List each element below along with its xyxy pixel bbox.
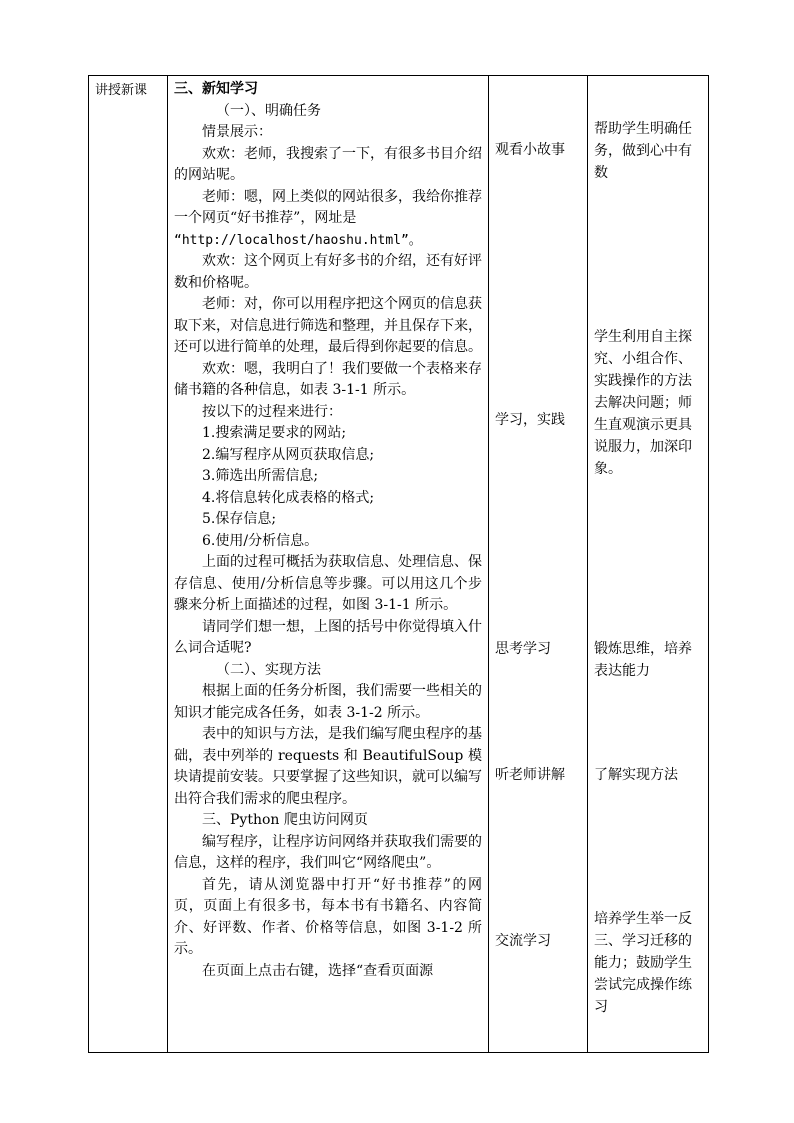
section-label: 讲授新课: [95, 83, 148, 98]
activity-text: 观看小故事: [495, 142, 565, 158]
intent-text: 帮助学生明确任务，做到心中有数: [594, 121, 692, 181]
activity-text: 听老师讲解: [495, 767, 565, 783]
paragraph: 根据上面的任务分析图，我们需要一些相关的知识才能完成各任务，如表 3-1-2 所示。: [174, 683, 482, 721]
intent-text: 学生利用自主探究、小组合作、实践操作的方法去解决问题；师生直观演示更具说服力，加深印象。: [594, 329, 692, 477]
paragraph: 按以下的过程来进行：: [202, 403, 342, 420]
paragraph: 欢欢：嗯，我明白了！我们要做一个表格来存储书籍的各种信息，如表 3-1-1 所示。: [174, 360, 482, 398]
activity-text: 学习，实践: [495, 412, 565, 428]
activity-text: 思考学习: [495, 641, 551, 657]
activity-text: 交流学习: [495, 933, 551, 949]
subheading-crawler: 三、Python 爬虫访问网页: [202, 812, 368, 828]
content-cell: [168, 76, 489, 1053]
list-item: 6.使用/分析信息。: [202, 532, 319, 549]
activity-cell: [489, 76, 588, 1053]
url-text: “http://localhost/haoshu.html”。: [174, 232, 422, 248]
paragraph: 情景展示：: [202, 124, 272, 140]
section-title: 三、新知学习: [174, 81, 258, 97]
table-row: [89, 76, 709, 1053]
intent-column: [588, 76, 708, 1052]
paragraph: 表中的知识与方法，是我们编写爬虫程序的基础，表中列举的 requests 和 BeautifulSoup 模块请提前安装。只要掌握了这些知识，就可以编写出符合我们需求的爬虫程序。: [174, 726, 482, 807]
activity-column: [489, 76, 587, 1052]
intent-text: 锻炼思维，培养表达能力: [594, 641, 692, 679]
paragraph: 老师：嗯，网上类似的网站很多，我给你推荐一个网页“好书推荐”，网址是: [174, 188, 482, 226]
paragraph: 在页面上点击右键，选择“查看页面源: [202, 962, 434, 979]
lesson-plan-table: [88, 75, 709, 1053]
paragraph: 老师：对，你可以用程序把这个网页的信息获取下来，对信息进行筛选和整理，并且保存下来，还可以进行简单的处理，最后得到你起要的信息。: [174, 296, 482, 355]
list-item: 2.编写程序从网页获取信息;: [202, 446, 375, 463]
intent-text: 了解实现方法: [594, 767, 678, 783]
list-item: 5.保存信息;: [202, 511, 277, 527]
intent-cell: [588, 76, 709, 1053]
paragraph: 上面的过程可概括为获取信息、处理信息、保存信息、使用/分析信息等步骤。可以用这几个步骤来分析上面描述的过程，如图 3-1-1 所示。: [174, 554, 482, 613]
list-item: 3.筛选出所需信息;: [202, 468, 319, 484]
paragraph: 首先，请从浏览器中打开“好书推荐”的网页，页面上有很多书，每本书有书籍名、内容简介、好评数、作者、价格等信息，如图 3-1-2 所示。: [174, 876, 482, 957]
list-item: 1.搜索满足要求的网站;: [202, 425, 347, 441]
paragraph: 欢欢：老师，我搜索了一下，有很多书目介绍的网站呢。: [174, 145, 482, 183]
paragraph: 欢欢：这个网页上有好多书的介绍，还有好评数和价格呢。: [174, 253, 482, 291]
subheading-method: （二）、实现方法: [216, 661, 321, 678]
intent-text: 培养学生举一反三、学习迁移的能力；鼓励学生尝试完成操作练习: [594, 911, 692, 1015]
section-label-cell: [89, 76, 168, 1053]
list-item: 4.将信息转化成表格的格式;: [202, 489, 375, 506]
lesson-content: [168, 76, 488, 982]
paragraph: 编写程序，让程序访问网络并获取我们需要的信息，这样的程序，我们叫它“网络爬虫”。: [174, 833, 482, 871]
paragraph: 请同学们想一想，上图的括号中你觉得填入什么词合适呢?: [174, 618, 482, 656]
subheading-task: （一）、明确任务: [216, 102, 321, 119]
